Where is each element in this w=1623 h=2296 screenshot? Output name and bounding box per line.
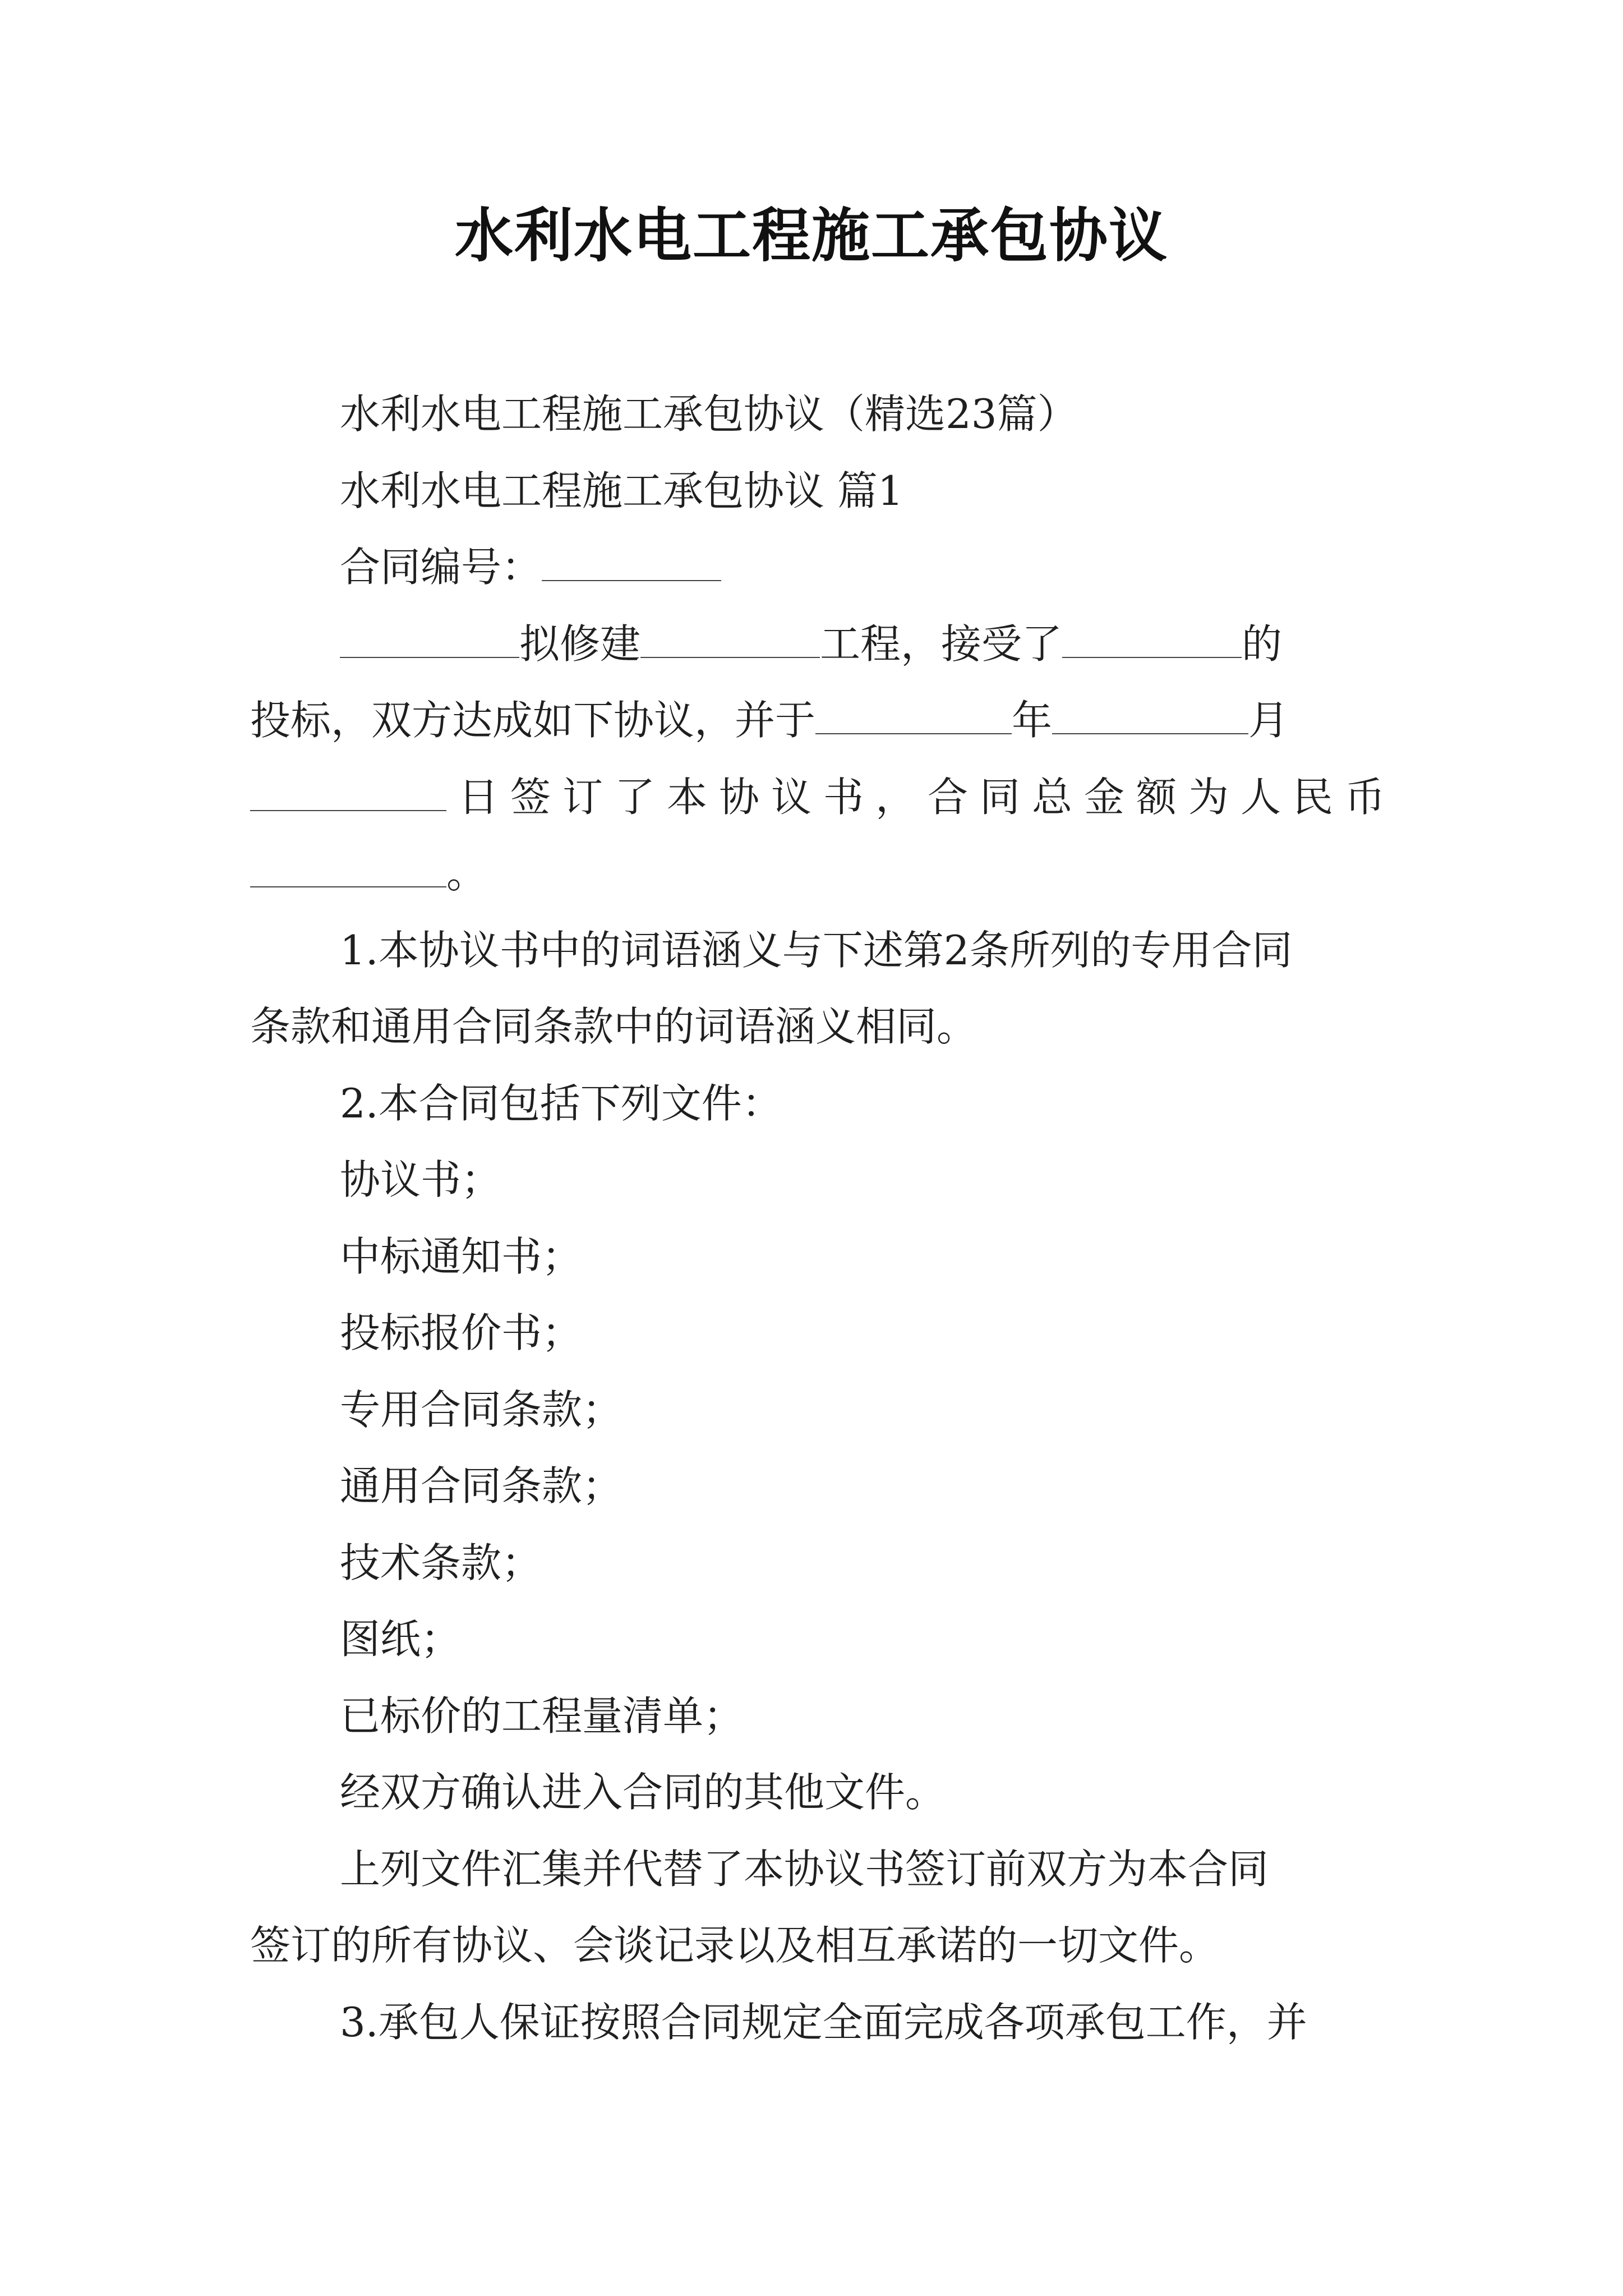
- paragraph-subtitle: 水利水电工程施工承包协议（精选23篇）: [340, 390, 1078, 438]
- month-blank: [1052, 698, 1248, 734]
- list-item: 中标通知书；: [340, 1232, 583, 1280]
- paragraph-intro-line4: [250, 835, 1385, 912]
- year-blank: [815, 698, 1012, 734]
- clause-2-heading: 2.本合同包括下列文件：: [340, 1079, 782, 1127]
- paragraph-intro-line3: [250, 759, 1385, 836]
- list-item: 已标价的工程量清单；: [340, 1692, 744, 1740]
- bidder-blank: [1062, 622, 1242, 658]
- project-blank: [640, 622, 820, 658]
- clause-3-line1: 3.承包人保证按照合同规定全面完成各项承包工作，并: [340, 1998, 1307, 2046]
- clause-1-line2: 条款和通用合同条款中的词语涵义相同。: [250, 1003, 978, 1050]
- intro-text-c: 的: [1242, 620, 1283, 668]
- intro-text-year: 年: [1012, 697, 1053, 744]
- intro-text-month: 月: [1248, 697, 1289, 744]
- amount-blank: [250, 852, 446, 887]
- document-body: [250, 376, 1385, 2060]
- paragraph-contract-number: [250, 529, 1385, 606]
- list-item: 图纸；: [340, 1616, 462, 1663]
- contract-number-label: 合同编号：: [340, 544, 542, 591]
- party-blank: [340, 622, 519, 658]
- clause-1-line1: 1.本协议书中的词语涵义与下述第2条所列的专用合同: [340, 926, 1293, 974]
- list-item: 通用合同条款；: [340, 1462, 623, 1510]
- list-item: 专用合同条款；: [340, 1386, 623, 1433]
- contract-number-blank: [542, 545, 721, 581]
- clause-summary-line1: 上列文件汇集并代替了本协议书签订前双方为本合同: [340, 1845, 1269, 1893]
- paragraph-intro-line1: [250, 606, 1385, 683]
- list-item: 经双方确认进入合同的其他文件。: [340, 1769, 946, 1816]
- document-title: 水利水电工程施工承包协议: [454, 201, 1168, 270]
- paragraph-intro-line2: [250, 682, 1385, 759]
- intro-text-end: 。: [446, 850, 487, 897]
- paragraph-section-heading: 水利水电工程施工承包协议 篇1: [340, 467, 903, 514]
- day-blank: [250, 775, 446, 811]
- list-item: 投标报价书；: [340, 1309, 583, 1356]
- clause-summary-line2: 签订的所有协议、会谈记录以及相互承诺的一切文件。: [250, 1922, 1220, 1969]
- intro-text-d: 投标，双方达成如下协议，并于: [250, 697, 816, 744]
- list-item: 协议书；: [340, 1156, 502, 1203]
- intro-text-a: 拟修建: [519, 620, 641, 668]
- intro-text-e: 日签订了本协议书，合同总金额为人民币: [446, 773, 1385, 821]
- list-item: 技术条款；: [340, 1539, 542, 1586]
- intro-text-b: 工程，接受了: [820, 620, 1063, 668]
